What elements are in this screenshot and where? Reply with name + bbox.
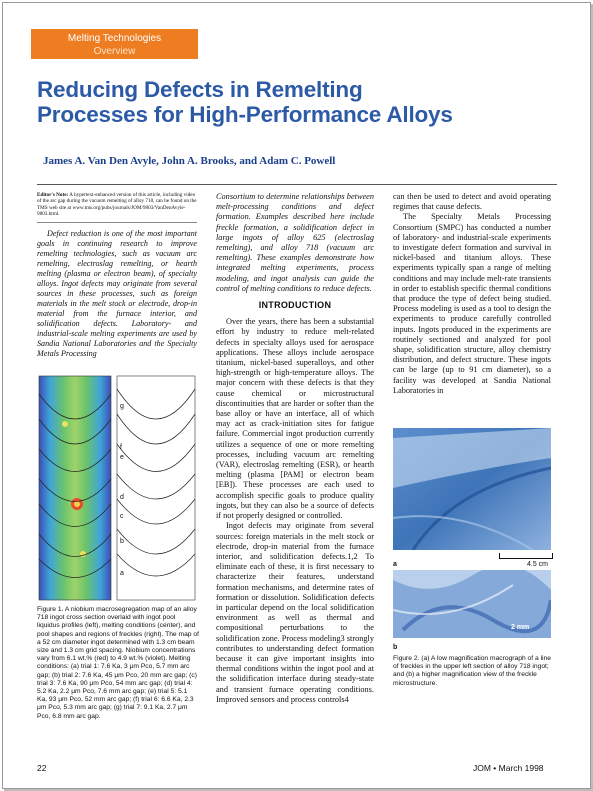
scale-label-a: 4.5 cm [527,561,549,568]
figure-2-label-a: a [393,561,397,568]
section-label: Melting Technologies [67,33,162,44]
abstract-continued: Consortium to determine relationships between melt-processing conditions and defect formation. Examples described here include freckle formation, a solidification defect in large ingots of alloy 625 (electroslag remelting), and alloy 718 (vacuum arc remelting). These examples demonstrate how integrated melting experiments, process modeling, and ingot analysis can guide the control of melting conditions to reduce defects. [216,192,374,293]
intro-paragraph-1: Over the years, there has been a substantial effort by industry to reduce melt-related defects in specialty alloys used for aerospace applications. These alloys include aerospace titanium, nickel-based superalloys, and other high-strength or high-temperature alloys. The major concern with these defects is that they cause chemical or microstructural discontinuities that are harder or softer than the base alloy or have an interface, all of which may act as crack-initiation sites for fatigue failure. Commercial ingot production currently utilizes a sequence of one or more remelting processes, including vacuum arc remelting (VAR), electroslag remelting (ESR), or hearth melting (plasma [PAM] or electron beam [EB]). These processes are each used to accomplish specific goals to produce quality ingots, but they can also be a source of defects if not properly designed or controlled. [216,317,374,521]
column-2 [216,192,374,705]
figure-1-label-b: b [120,538,124,545]
scale-bar-a [499,553,553,559]
section-banner [31,29,198,59]
segregation-spot [62,421,68,427]
article-authors: James A. Van Den Avyle, John A. Brooks, and Adam C. Powell [43,155,336,167]
journal-footer: JOM • March 1998 [473,763,544,773]
figure-2b [393,570,551,638]
col3-paragraph-0: can then be used to detect and avoid operating regimes that cause defects. [393,192,551,212]
pool-shapes-panel [117,376,195,600]
figure-1-label-e: e [120,454,124,461]
abstract-col1 [37,229,197,359]
col3-paragraph-1: The Specialty Metals Processing Consortium (SMPC) has conducted a number of laboratory- and industrial-scale experiments to investigate defect formation and survival in nickel-based and titanium alloys. These experiments typically span a range of melting conditions and may include melt-rate transients in order to establish specific thermal conditions that produce the type of defect being studied. Process modeling is used as a tool to design the experiments to produce carefully controlled inputs. Ingots produced in the experiments are routinely sectioned and analyzed for pool shape, solidification structure, alloy chemistry distribution, and defect structure. These ingots can be large (up to 91 cm diameter), so a facility was developed at Sandia National Laboratories in [393,212,551,395]
figure-1-label-a: a [120,570,124,577]
abstract-text: Defect reduction is one of the most important goals in continuing research to improve remelting technologies, such as vacuum arc remelting, electroslag remelting, or hearth melting (plasma or electron beam), of specialty alloys. Ingot defects may originate from several sources in these processes, such as foreign materials in the melt stock or electrode, drop-in material from the furnace interior, and solidification defects. Laboratory- and industrial-scale melting experiments are used by Sandia National Laboratories and the Specialty Metals Processing [37,229,197,358]
figure-2-label-b: b [393,644,398,651]
editors-note-text: A hypertext-enhanced version of this article, including video of the arc gap during the vacuum remelting of alloy 718, can be found on the TMS web site at www.tms.org/pubs/journals/JOM/9803/VanDenAvyle-9803.html. [37,192,197,218]
figure-2a [393,428,551,550]
column-3 [393,192,551,396]
article-page [2,2,591,789]
page-number: 22 [37,763,47,773]
subsection-label: Overview [93,46,136,57]
figure-1-label-d: d [120,494,124,501]
intro-paragraph-2: Ingot defects may originate from several sources: foreign materials in the melt stock or electrode, drop-in material from the furnace interior, and solidification defects.1,2 To eliminate each of these, it is first necessary to characterize their features, understand formation mechanisms, and determine rates of formation or dissolution. Solidification defects in particular depend on the local solidification environment as well as thermal and compositional perturbations to the solidification zone. Process modeling3 strongly contributes to understanding defect formation because it can give important insights into thermal conditions within the ingot pool and at the solidification interface during steady-state and transient furnace operating conditions. Improved sensors and process controls4 [216,521,374,704]
figure-1-label-c: c [120,513,124,520]
figure-1 [37,374,197,602]
scale-label-b: 2 mm [511,624,530,631]
figure-1-graphic [37,374,197,602]
figure-1-label-g: g [120,403,124,410]
macrograph-a [393,428,551,550]
editors-note-divider [37,222,197,223]
article-title: Reducing Defects in Remelting Processes for High-Performance Alloys [37,77,453,127]
title-rule [37,184,557,185]
editors-note-label: Editor's Note: [37,192,69,198]
editors-note [37,192,197,218]
figure-1-caption: Figure 1. A niobium macrosegregation map of an alloy 718 ingot cross section overlaid with ingot pool liquidus profiles (left), melting conditions (center), and pool shapes and regions of freckles (right). The map of a 52 cm diameter ingot determined with 1.3 cm beam size and 1.3 cm grid spacing. Niobium concentrations vary from 6.1 wt.% (red) to 4.9 wt.% (violet). Melting conditions: (a) trial 1: 7.6 Ka, 3 μm Pco, 5.7 mm arc gap; (b) trial 2: 7.6 Ka, 45 μm Pco, 20 mm arc gap; (c) trial 3: 7.6 Ka, 90 μm Pco, 54 mm arc gap; (d) trial 4: 5.2 Ka, 2.2 μm Pco, 7.6 mm arc gap; (e) trial 5: 5.1 Ka, 93 μm Pco, 52 mm arc gap; (f) trial 6: 6.6 Ka, 2.3 μm Pco, 5.3 mm arc gap; (g) trial 7: 9.1 Ka, 2.7 μm Pco, 6.8 mm arc gap. [37,606,199,720]
segregation-map [39,376,111,600]
figure-2-caption: Figure 2. (a) A low magnification macrograph of a line of freckles in the upper left section of alloy 718 ingot; and (b) a higher magnification view of the freckle microstructure. [393,655,551,687]
freckle-core [74,501,80,507]
introduction-heading: INTRODUCTION [258,300,332,311]
figure-1-label-f: f [120,444,122,451]
